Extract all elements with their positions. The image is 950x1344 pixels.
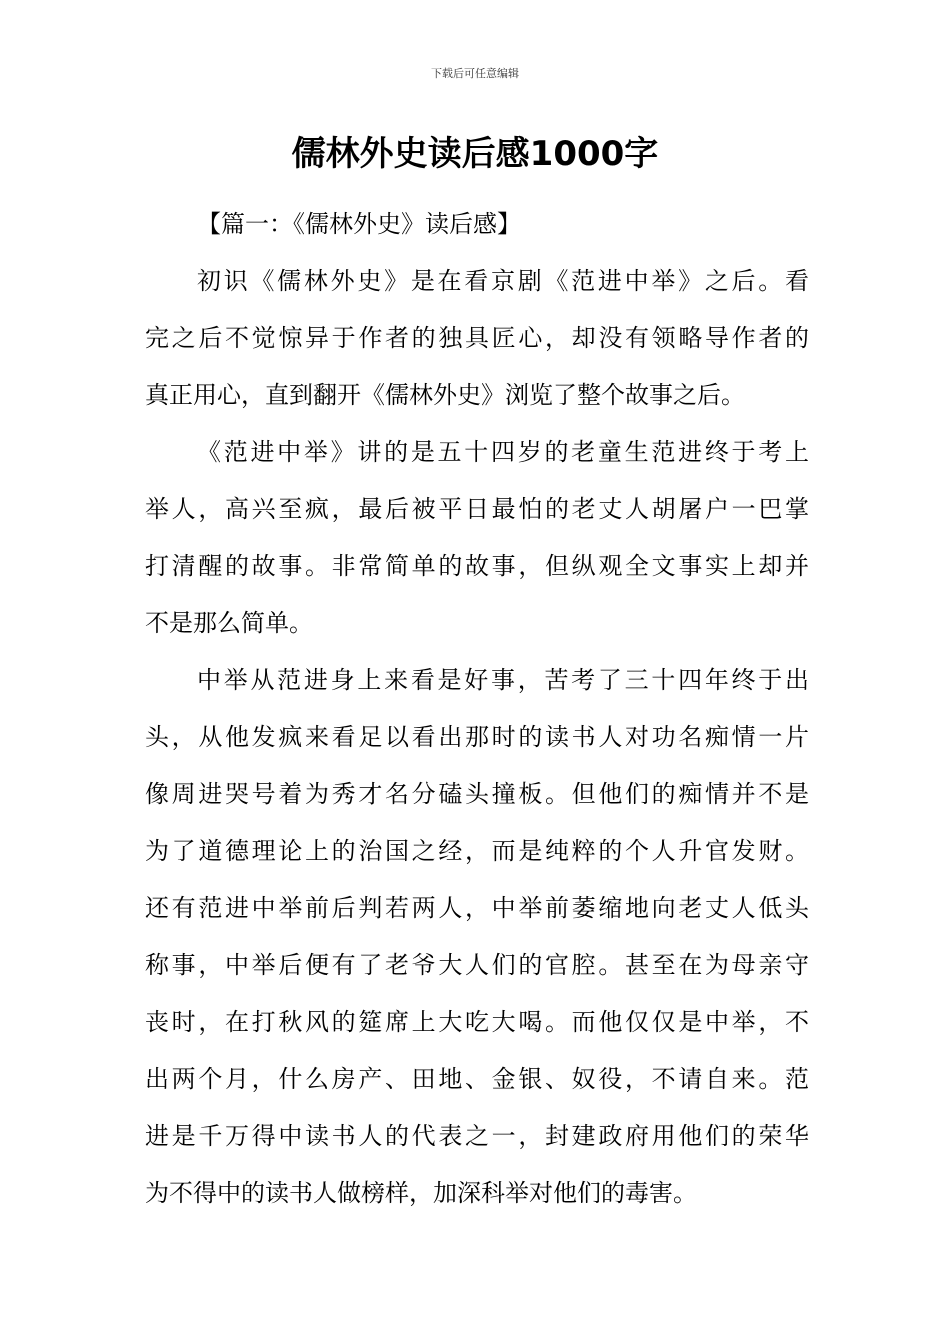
paragraph-line: 举人，高兴至疯，最后被平日最怕的老丈人胡屠户一巴掌 bbox=[145, 495, 809, 523]
document-title: 儒林外史读后感1000字 bbox=[291, 134, 659, 174]
paragraph-line: 称事，中举后便有了老爷大人们的官腔。甚至在为母亲守 bbox=[145, 951, 809, 979]
paragraph-line: 中举从范进身上来看是好事，苦考了三十四年终于出 bbox=[197, 666, 809, 694]
paragraph-line: 出两个月，什么房产、田地、金银、奴役，不请自来。范 bbox=[145, 1065, 809, 1093]
paragraph-line: 丧时，在打秋风的筵席上大吃大喝。而他仅仅是中举，不 bbox=[145, 1008, 809, 1036]
paragraph-line: 头，从他发疯来看足以看出那时的读书人对功名痴情一片 bbox=[145, 723, 809, 751]
paragraph-line: 还有范进中举前后判若两人，中举前萎缩地向老丈人低头 bbox=[145, 894, 809, 922]
paragraph-line: 进是千万得中读书人的代表之一，封建政府用他们的荣华 bbox=[145, 1122, 809, 1150]
paragraph-line: 真正用心，直到翻开《儒林外史》浏览了整个故事之后。 bbox=[145, 381, 745, 409]
paragraph-2 bbox=[145, 424, 809, 652]
paragraph-line: 《范进中举》讲的是五十四岁的老童生范进终于考上 bbox=[197, 438, 809, 466]
paragraph-1 bbox=[145, 253, 809, 424]
paragraph-3 bbox=[145, 652, 809, 1222]
page-header-note: 下载后可任意编辑 bbox=[431, 67, 519, 80]
paragraph-line: 完之后不觉惊异于作者的独具匠心，却没有领略导作者的 bbox=[145, 324, 809, 352]
paragraph-line: 不是那么简单。 bbox=[145, 609, 313, 637]
document-body bbox=[145, 196, 809, 1222]
paragraph-line: 像周进哭号着为秀才名分磕头撞板。但他们的痴情并不是 bbox=[145, 780, 809, 808]
paragraph-line: 打清醒的故事。非常简单的故事，但纵观全文事实上却并 bbox=[145, 552, 809, 580]
paragraph-line: 为不得中的读书人做榜样，加深科举对他们的毒害。 bbox=[145, 1179, 697, 1207]
paragraph-line: 为了道德理论上的治国之经，而是纯粹的个人升官发财。 bbox=[145, 837, 809, 865]
section-heading: 【篇一：《儒林外史》读后感】 bbox=[197, 210, 521, 238]
paragraph-line: 初识《儒林外史》是在看京剧《范进中举》之后。看 bbox=[197, 267, 809, 295]
